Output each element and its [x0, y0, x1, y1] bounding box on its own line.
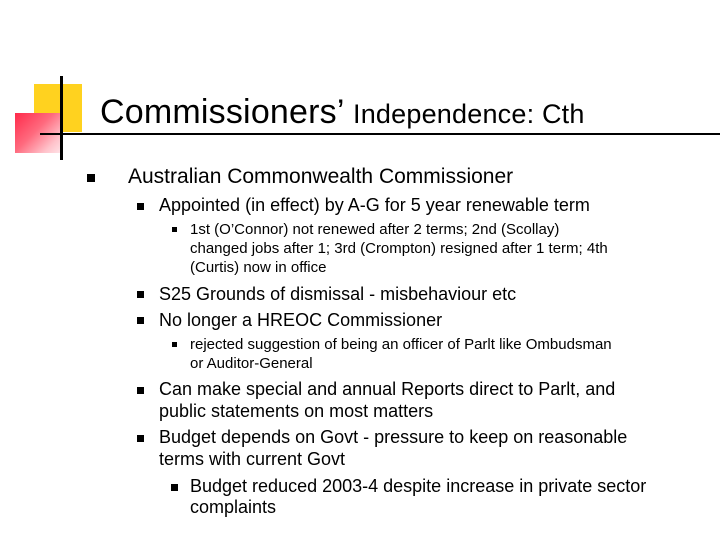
bullet-commissioner: Australian Commonwealth Commissioner	[128, 165, 514, 188]
bullet-square-icon	[137, 435, 144, 442]
bullet-square-icon	[137, 317, 144, 324]
bullet-hreoc: No longer a HREOC Commissioner	[159, 310, 443, 330]
bullet-reduced-line2: complaints	[190, 497, 277, 517]
bullet-terms-line2: changed jobs after 1; 3rd (Crompton) resigned after 1 term; 4th	[190, 240, 608, 257]
bullet-budget-line2: terms with current Govt	[159, 449, 346, 469]
bullet-appointed: Appointed (in effect) by A-G for 5 year renewable term	[159, 195, 590, 215]
title-rest: Independence: Cth	[353, 99, 585, 129]
title-underline	[40, 133, 720, 135]
slide-title	[100, 93, 585, 132]
bullet-rejected-line1: rejected suggestion of being an officer of Parlt like Ombudsman	[190, 336, 612, 353]
bullet-budget-line1: Budget depends on Govt - pressure to keep on reasonable	[159, 427, 628, 447]
bullet-square-icon	[172, 342, 177, 347]
decorative-vertical-line	[60, 76, 63, 160]
bullet-terms-line1: 1st (O’Connor) not renewed after 2 terms; 2nd (Scollay)	[190, 221, 560, 238]
bullet-rejected-line2: or Auditor-General	[190, 355, 313, 372]
bullet-square-icon	[87, 174, 95, 182]
bullet-square-icon	[137, 291, 144, 298]
bullet-square-icon	[171, 484, 178, 491]
bullet-s25: S25 Grounds of dismissal - misbehaviour etc	[159, 284, 517, 304]
bullet-reports-line1: Can make special and annual Reports direct to Parlt, and	[159, 379, 616, 399]
bullet-terms-line3: (Curtis) now in office	[190, 259, 327, 276]
bullet-square-icon	[172, 227, 177, 232]
bullet-reduced-line1: Budget reduced 2003-4 despite increase in private sector	[190, 476, 647, 496]
bullet-square-icon	[137, 387, 144, 394]
title-main: Commissioners’	[100, 93, 344, 131]
bullet-square-icon	[137, 203, 144, 210]
bullet-reports-line2: public statements on most matters	[159, 401, 434, 421]
